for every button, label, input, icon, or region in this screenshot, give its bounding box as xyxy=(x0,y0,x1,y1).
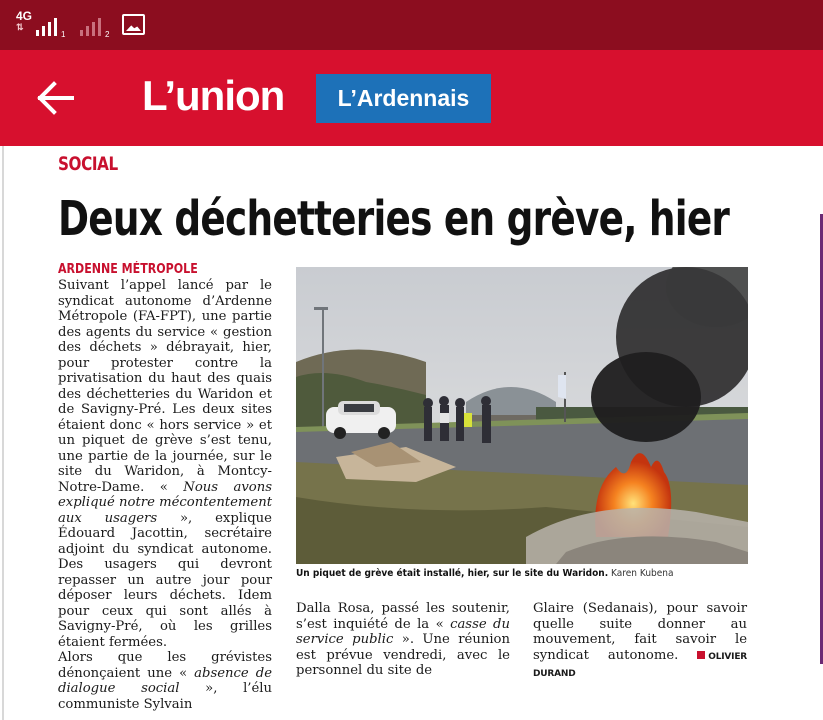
quote-run: casse du service public xyxy=(296,616,510,647)
article-column-1 xyxy=(58,278,272,712)
article-place: ARDENNE MÉTROPOLE xyxy=(58,262,198,277)
text-run: », l’élu communiste Sylvain xyxy=(58,681,272,712)
byline-square-icon xyxy=(697,651,705,659)
text-run: Glaire (Sedanais), pour savoir quelle suite donner au mouvement, fait savoir le syndicat autonome. xyxy=(533,601,747,663)
article-photo[interactable] xyxy=(296,267,748,564)
sim1-label: 1 xyxy=(61,30,66,39)
status-bar xyxy=(0,0,823,50)
sim2-label: 2 xyxy=(105,30,110,39)
arrow-left-icon[interactable] xyxy=(34,78,78,118)
signal-bars-sim2-icon xyxy=(80,18,110,39)
article-headline: Deux déchetteries en grève, hier xyxy=(58,191,730,247)
text-run: Suivant l’appel lancé par le syndicat autonome d’Ardenne Métropole (FA-FPT), une partie des agents du service « gestion des déchets » débrayait, hier, pour protester contre la privatisation du haut des quais des déchetteries du Waridon et de Savigny-Pré. Les deux sites étaient donc « hors service » et un piquet de grève s’est tenu, une partie de la journée, sur le site du Waridon, à Montcy-Notre-Dame. « xyxy=(58,278,272,495)
network-label: 4G xyxy=(16,9,33,23)
app-header xyxy=(0,50,823,146)
article-column-3 xyxy=(533,601,747,683)
data-arrows-icon: ⇅ xyxy=(16,22,24,32)
quote-run: absence de dialogue social xyxy=(58,665,273,696)
brand-logo-ardennais: L’Ardennais xyxy=(316,74,491,123)
photo-caption xyxy=(296,567,703,581)
photo-caption-text: Un piquet de grève était installé, hier, sur le site du Waridon. xyxy=(296,568,609,579)
author-name: OLIVIER DURAND xyxy=(533,651,747,679)
page-edge xyxy=(2,146,4,720)
quote-run: Nous avons expliqué notre mécontentement aux usagers xyxy=(58,479,273,526)
text-run: », explique Édouard Jacottin, secrétaire adjoint du syndicat autonome. Des usagers qui devront repasser un autre jour pour déposer leurs déchets. Idem pour ceux qui sont allés à Savigny-Pré, où les grilles étaient fermées. xyxy=(58,510,272,650)
article-rubric: SOCIAL xyxy=(58,153,118,175)
paragraph-2 xyxy=(58,650,272,712)
text-run: Alors que les grévistes dénonçaient une « xyxy=(58,650,272,681)
photo-credit: Karen Kubena xyxy=(611,568,674,579)
network-type xyxy=(16,10,32,32)
article-column-2 xyxy=(296,601,510,679)
paragraph-1 xyxy=(58,278,272,650)
paragraph-4 xyxy=(533,601,747,683)
text-run: ». Une réunion est prévue vendredi, avec le personnel du site de xyxy=(296,632,510,678)
signal-bars-icon xyxy=(36,18,66,39)
image-icon xyxy=(122,14,145,35)
brand-logo-union: L’union xyxy=(142,72,285,119)
paragraph-3 xyxy=(296,601,510,679)
text-run: Dalla Rosa, passé les soutenir, s’est inquiété de la « xyxy=(296,601,510,632)
